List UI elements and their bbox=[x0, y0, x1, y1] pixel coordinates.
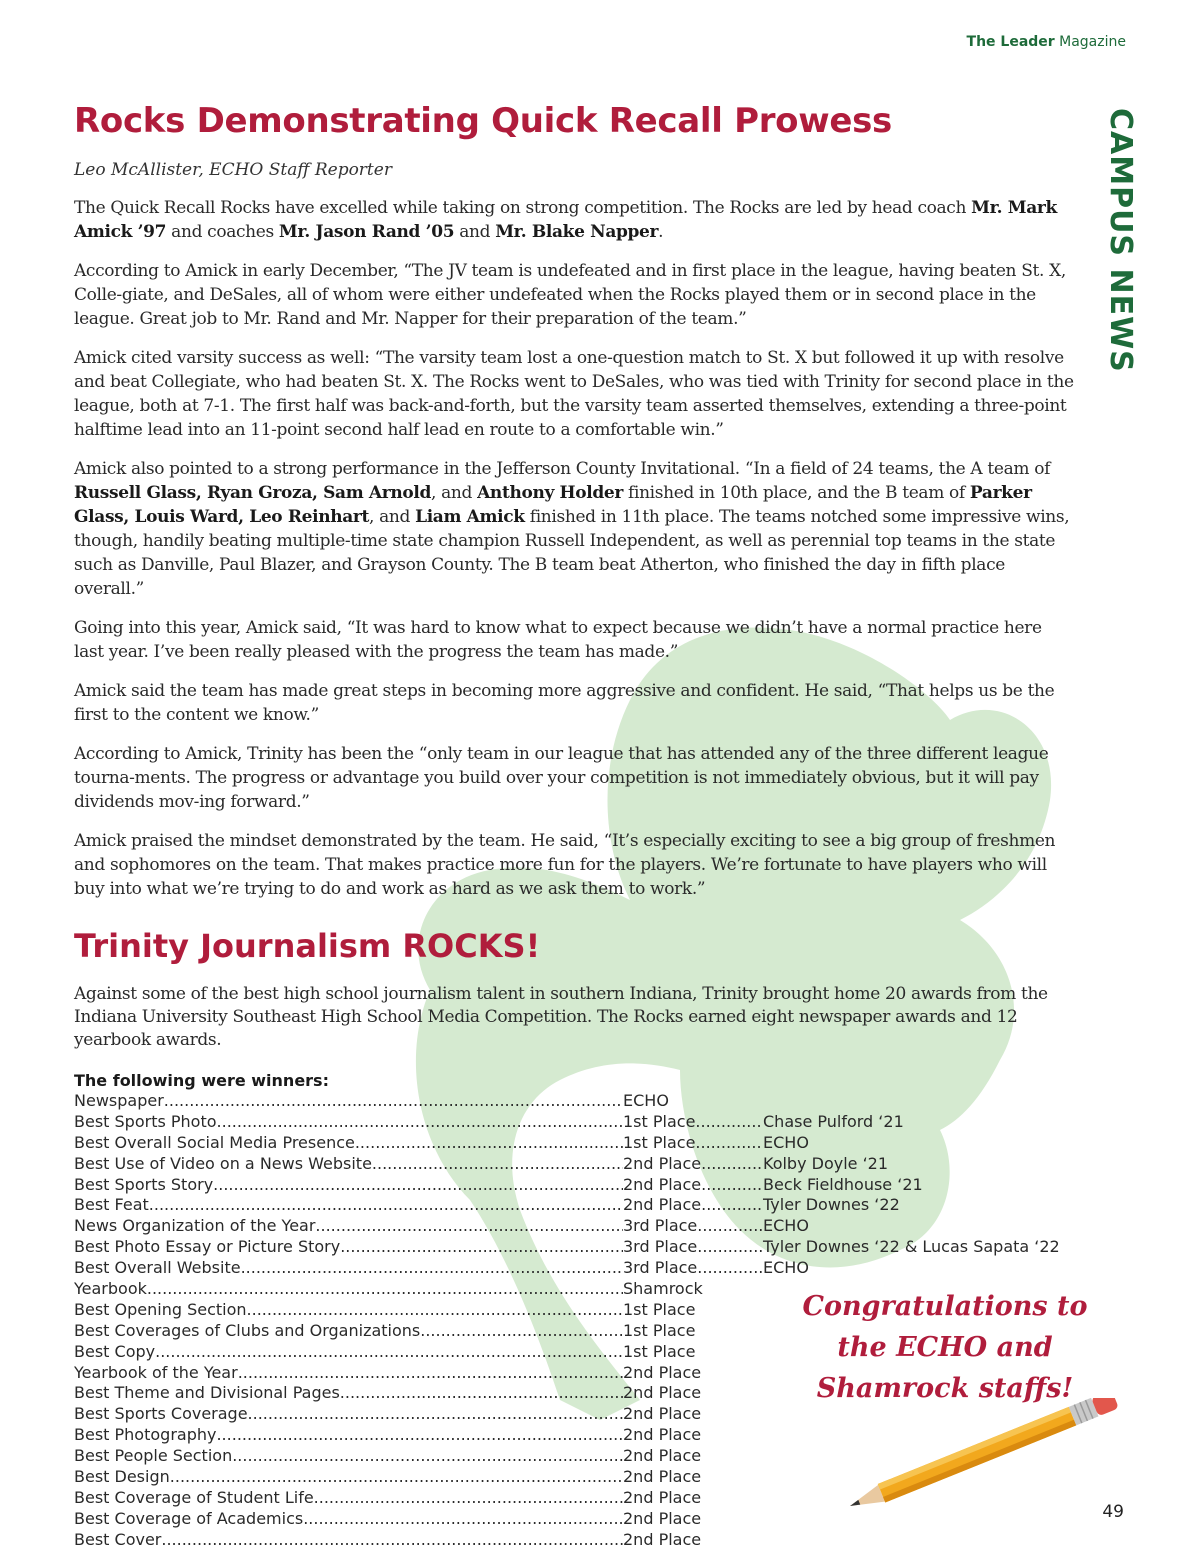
award-place: 2nd Place bbox=[623, 1467, 702, 1487]
dot-leader bbox=[232, 1446, 623, 1467]
award-row bbox=[74, 1175, 1074, 1196]
dot-leader bbox=[161, 1530, 623, 1551]
award-category: Newspaper bbox=[74, 1091, 164, 1110]
text-run: The Quick Recall Rocks have excelled while taking on strong competition. The Rocks are led by head coach bbox=[74, 198, 972, 218]
award-place-cell bbox=[623, 1258, 763, 1279]
award-recipient: Tyler Downes ‘22 bbox=[763, 1195, 900, 1215]
award-place: 2nd Place bbox=[623, 1153, 702, 1173]
award-place: 2nd Place bbox=[623, 1404, 702, 1424]
team-members: Anthony Holder bbox=[477, 483, 623, 503]
award-category-cell bbox=[74, 1383, 623, 1404]
award-place: Shamrock bbox=[623, 1279, 703, 1299]
award-place: 2nd Place bbox=[623, 1508, 702, 1528]
award-category: Best People Section bbox=[74, 1446, 233, 1466]
dot-leader bbox=[247, 1300, 623, 1321]
dot-leader bbox=[217, 1112, 623, 1133]
dot-leader bbox=[238, 1363, 623, 1384]
dot-leader bbox=[697, 1237, 763, 1258]
award-row bbox=[74, 1112, 1074, 1133]
masthead-suffix: Magazine bbox=[1054, 34, 1126, 50]
award-row bbox=[74, 1258, 1074, 1279]
text-run: and coaches bbox=[166, 222, 279, 242]
award-category: News Organization of the Year bbox=[74, 1216, 316, 1236]
text-run: finished in 11th place. The teams notched some impressive wins, though, handily beating multiple-time state champion Russell Independent, as well as perennial top teams in the state such as Danville, Paul Blazer, and Grayson County. The B team beat Atherton, who finished the day in fifth place overall.” bbox=[74, 507, 1070, 599]
award-category-cell bbox=[74, 1279, 623, 1300]
award-place: 1st Place bbox=[623, 1341, 696, 1361]
congratulations-note bbox=[800, 1286, 1090, 1409]
award-place: 3rd Place bbox=[623, 1237, 698, 1257]
team-members: Parker Glass, Louis Ward, Leo Reinhart bbox=[74, 483, 1032, 527]
award-place: 2nd Place bbox=[623, 1174, 702, 1194]
award-category-cell bbox=[74, 1425, 623, 1446]
award-place: 2nd Place bbox=[623, 1195, 702, 1215]
dot-leader bbox=[303, 1509, 623, 1530]
award-category-cell bbox=[74, 1154, 623, 1175]
award-place: 3rd Place bbox=[623, 1258, 698, 1278]
award-row bbox=[74, 1195, 1074, 1216]
award-place-cell bbox=[623, 1133, 763, 1154]
dot-leader bbox=[695, 1133, 763, 1154]
award-place: 1st Place bbox=[623, 1132, 696, 1152]
winners-heading: The following were winners: bbox=[74, 1071, 329, 1090]
award-place: 1st Place bbox=[623, 1320, 696, 1340]
paragraph-4 bbox=[74, 457, 1074, 601]
award-category-cell bbox=[74, 1258, 623, 1279]
award-place-cell bbox=[623, 1279, 763, 1300]
section-tab-label: CAMPUS NEWS bbox=[1103, 108, 1138, 373]
congrats-line: Congratulations to bbox=[802, 1291, 1088, 1322]
award-category: Best Coverage of Academics bbox=[74, 1508, 304, 1528]
award-category-cell bbox=[74, 1404, 623, 1425]
award-place-cell bbox=[623, 1446, 763, 1467]
award-category-cell bbox=[74, 1488, 623, 1509]
page-number: 49 bbox=[1102, 1502, 1124, 1522]
award-category: Best Design bbox=[74, 1467, 170, 1487]
text-run: , and bbox=[369, 507, 416, 527]
article-title: Trinity Journalism ROCKS! bbox=[74, 927, 541, 965]
article-intro: Against some of the best high school journalism talent in southern Indiana, Trinity brought home 20 awards from the Indiana University Southeast High School Media Competition. The Rocks earned eight newspaper awards and 12 yearbook awards. bbox=[74, 984, 1048, 1050]
dot-leader bbox=[149, 1195, 623, 1216]
award-category: Best Coverage of Student Life bbox=[74, 1487, 314, 1507]
dot-leader bbox=[164, 1091, 623, 1112]
coach-name: Mr. Blake Napper bbox=[495, 222, 659, 242]
congrats-line: Shamrock staffs! bbox=[816, 1373, 1074, 1404]
award-category-cell bbox=[74, 1342, 623, 1363]
dot-leader bbox=[701, 1154, 763, 1175]
award-category-cell bbox=[74, 1321, 623, 1342]
award-category: Best Sports Story bbox=[74, 1174, 214, 1194]
byline: Leo McAllister, ECHO Staff Reporter bbox=[74, 160, 392, 180]
award-place-cell bbox=[623, 1509, 763, 1530]
award-category: Yearbook bbox=[74, 1279, 147, 1299]
award-place-cell bbox=[623, 1488, 763, 1509]
award-place-cell bbox=[623, 1216, 763, 1237]
paragraph-8: Amick praised the mindset demonstrated by the team. He said, “It’s especially exciting to see a big group of freshmen and sophomores on the team. That makes practice more fun for the players. We’re fortunate to have players who will buy into what we’re trying to do and work as hard as we ask them to work.” bbox=[74, 831, 1056, 899]
congrats-line: the ECHO and bbox=[837, 1332, 1053, 1363]
dot-leader bbox=[372, 1154, 623, 1175]
award-category-cell bbox=[74, 1363, 623, 1384]
award-recipient: ECHO bbox=[763, 1216, 809, 1236]
dot-leader bbox=[695, 1112, 763, 1133]
award-category: Best Theme and Divisional Pages bbox=[74, 1383, 340, 1403]
award-place-cell bbox=[623, 1300, 763, 1321]
award-place-cell bbox=[623, 1112, 763, 1133]
award-category: Best Overall Website bbox=[74, 1258, 241, 1278]
award-category-cell bbox=[74, 1091, 623, 1112]
award-place: 3rd Place bbox=[623, 1216, 698, 1236]
award-place: 2nd Place bbox=[623, 1487, 702, 1507]
dot-leader bbox=[248, 1404, 623, 1425]
award-row bbox=[74, 1237, 1074, 1258]
coach-name: Mr. Mark Amick ’97 bbox=[74, 198, 1057, 242]
award-category-cell bbox=[74, 1237, 623, 1258]
award-place-cell bbox=[623, 1321, 763, 1342]
award-place: 2nd Place bbox=[623, 1383, 702, 1403]
award-place-cell bbox=[623, 1175, 763, 1196]
article-title: Rocks Demonstrating Quick Recall Prowess bbox=[74, 101, 892, 141]
paragraph-3: Amick cited varsity success as well: “The varsity team lost a one-question match to St. X but followed it up with resolve and beat Collegiate, who had beaten St. X. The Rocks went to DeSales, who was tied with Trinity for second place in the league, both at 7-1. The first half was back-and-forth, but the varsity team asserted themselves, extending a three-point halftime lead into an 11-point second half lead en route to a comfortable win.” bbox=[74, 348, 1074, 440]
award-row bbox=[74, 1530, 1074, 1551]
dot-leader bbox=[241, 1258, 623, 1279]
award-place-cell bbox=[623, 1154, 763, 1175]
dot-leader bbox=[420, 1321, 623, 1342]
masthead bbox=[967, 34, 1126, 50]
award-row bbox=[74, 1091, 1074, 1112]
award-category-cell bbox=[74, 1133, 623, 1154]
dot-leader bbox=[147, 1279, 623, 1300]
dot-leader bbox=[701, 1175, 763, 1196]
award-place: 1st Place bbox=[623, 1299, 696, 1319]
dot-leader bbox=[697, 1258, 763, 1279]
award-category: Best Sports Photo bbox=[74, 1111, 217, 1131]
award-category-cell bbox=[74, 1467, 623, 1488]
team-members: Russell Glass, Ryan Groza, Sam Arnold bbox=[74, 483, 432, 503]
paragraph-1 bbox=[74, 196, 1074, 244]
paragraph-7: According to Amick, Trinity has been the “only team in our league that has attended any of the three different league tourna-ments. The progress or advantage you build over your competition is not immediately obvious, but it will pay dividends mov-ing forward.” bbox=[74, 744, 1049, 812]
award-recipient: Tyler Downes ‘22 & Lucas Sapata ‘22 bbox=[763, 1237, 1060, 1257]
dot-leader bbox=[216, 1425, 623, 1446]
award-recipient: ECHO bbox=[763, 1258, 809, 1278]
masthead-brand: The Leader bbox=[966, 34, 1055, 50]
text-run: and bbox=[454, 222, 496, 242]
award-recipient: Kolby Doyle ‘21 bbox=[763, 1153, 889, 1173]
award-category: Best Photography bbox=[74, 1425, 217, 1445]
team-members: Liam Amick bbox=[415, 507, 525, 527]
award-category: Best Cover bbox=[74, 1529, 162, 1549]
award-category: Best Feat bbox=[74, 1195, 149, 1215]
award-place-cell bbox=[623, 1467, 763, 1488]
award-category-cell bbox=[74, 1195, 623, 1216]
award-place-cell bbox=[623, 1363, 763, 1384]
article-quick-recall bbox=[74, 96, 1074, 901]
award-place-cell bbox=[623, 1425, 763, 1446]
dot-leader bbox=[315, 1216, 623, 1237]
dot-leader bbox=[213, 1175, 623, 1196]
award-category: Best Opening Section bbox=[74, 1299, 247, 1319]
award-category-cell bbox=[74, 1530, 623, 1551]
award-row bbox=[74, 1216, 1074, 1237]
award-category-cell bbox=[74, 1112, 623, 1133]
coach-name: Mr. Jason Rand ’05 bbox=[278, 222, 455, 242]
award-category: Best Coverages of Clubs and Organizations bbox=[74, 1320, 421, 1340]
award-category: Best Overall Social Media Presence bbox=[74, 1132, 355, 1152]
award-row bbox=[74, 1133, 1074, 1154]
award-category-cell bbox=[74, 1216, 623, 1237]
award-place-cell bbox=[623, 1342, 763, 1363]
award-place: ECHO bbox=[623, 1091, 669, 1110]
award-category-cell bbox=[74, 1300, 623, 1321]
dot-leader bbox=[155, 1342, 623, 1363]
award-category-cell bbox=[74, 1175, 623, 1196]
text-run: Amick also pointed to a strong performance in the Jefferson County Invitational. “In a field of 24 teams, the A team of bbox=[74, 459, 1051, 479]
section-tab bbox=[1094, 108, 1138, 373]
text-run: . bbox=[658, 222, 664, 242]
dot-leader bbox=[170, 1467, 623, 1488]
award-row bbox=[74, 1154, 1074, 1175]
award-category-cell bbox=[74, 1509, 623, 1530]
award-place-cell bbox=[623, 1195, 763, 1216]
paragraph-6: Amick said the team has made great steps in becoming more aggressive and confident. He said, “That helps us be the first to the content we know.” bbox=[74, 681, 1055, 725]
award-category-cell bbox=[74, 1446, 623, 1467]
award-recipient: Chase Pulford ‘21 bbox=[763, 1111, 904, 1131]
text-run: finished in 10th place, and the B team of bbox=[622, 483, 970, 503]
award-place-cell bbox=[623, 1091, 763, 1112]
award-place: 2nd Place bbox=[623, 1362, 702, 1382]
award-place: 2nd Place bbox=[623, 1425, 702, 1445]
paragraph-5: Going into this year, Amick said, “It was hard to know what to expect because we didn’t have a normal practice here last year. I’ve been really pleased with the progress the team has made.” bbox=[74, 618, 1042, 662]
award-recipient: Beck Fieldhouse ‘21 bbox=[763, 1174, 923, 1194]
award-category: Best Photo Essay or Picture Story bbox=[74, 1237, 341, 1257]
award-place-cell bbox=[623, 1237, 763, 1258]
dot-leader bbox=[314, 1488, 623, 1509]
dot-leader bbox=[340, 1237, 623, 1258]
award-category: Best Sports Coverage bbox=[74, 1404, 248, 1424]
dot-leader bbox=[340, 1383, 623, 1404]
pencil-icon bbox=[840, 1398, 1140, 1518]
award-place-cell bbox=[623, 1404, 763, 1425]
award-recipient: ECHO bbox=[763, 1132, 809, 1152]
award-place-cell bbox=[623, 1383, 763, 1404]
award-category: Yearbook of the Year bbox=[74, 1362, 238, 1382]
award-place-cell bbox=[623, 1530, 763, 1551]
paragraph-2: According to Amick in early December, “The JV team is undefeated and in first place in the league, having beaten St. X, Colle-giate, and DeSales, all of whom were either undefeated when the Rocks played them or in second place in the league. Great job to Mr. Rand and Mr. Napper for their preparation of the team.” bbox=[74, 261, 1066, 329]
dot-leader bbox=[701, 1195, 763, 1216]
award-place: 1st Place bbox=[623, 1111, 696, 1131]
award-place: 2nd Place bbox=[623, 1529, 702, 1549]
award-category: Best Copy bbox=[74, 1341, 156, 1361]
award-category: Best Use of Video on a News Website bbox=[74, 1153, 372, 1173]
award-place: 2nd Place bbox=[623, 1446, 702, 1466]
dot-leader bbox=[355, 1133, 623, 1154]
dot-leader bbox=[697, 1216, 763, 1237]
text-run: , and bbox=[431, 483, 478, 503]
